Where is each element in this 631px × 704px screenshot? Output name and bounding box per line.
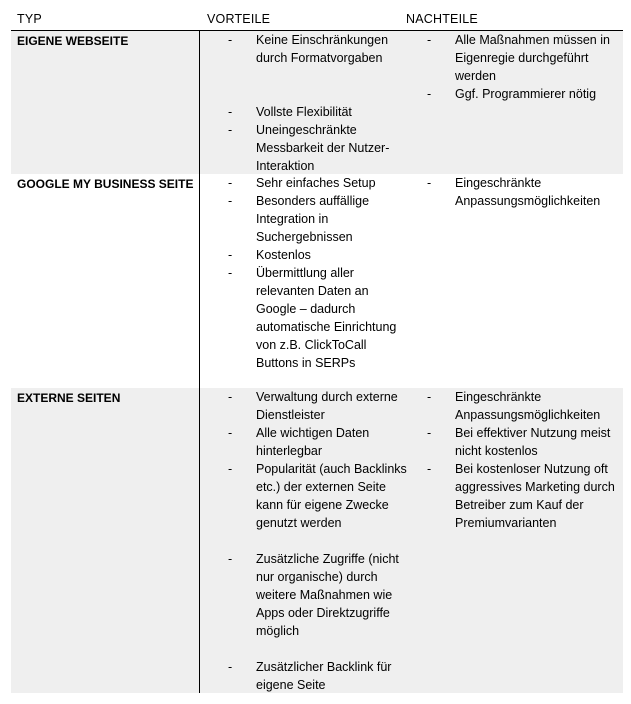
row-type-label: GOOGLE MY BUSINESS SEITE	[17, 177, 194, 191]
list-item: - Vollste Flexibilität	[228, 105, 352, 119]
list-item: - Kostenlos	[228, 248, 311, 262]
list-item: - Zusätzliche Zugriffe (nicht nur organische) durch weitere Maßnahmen wie Apps oder Direktzugriffe möglich	[228, 552, 399, 638]
header-typ: TYP	[17, 12, 42, 26]
vorteile-list	[228, 174, 408, 390]
row-type-label: EXTERNE SEITEN	[17, 391, 121, 405]
list-item: - Uneingeschränkte Messbarkeit der Nutzer-Interaktion	[228, 123, 390, 173]
nachteile-list	[427, 31, 623, 103]
table-row	[11, 31, 623, 174]
table-row	[11, 388, 623, 693]
comparison-table	[11, 10, 623, 693]
nachteile-list	[427, 388, 623, 532]
list-item: - Ggf. Programmierer nötig	[427, 87, 597, 101]
nachteile-list	[427, 174, 623, 210]
table-row	[11, 174, 623, 388]
list-item: - Sehr einfaches Setup	[228, 176, 376, 190]
vorteile-list	[228, 388, 408, 694]
list-item: - Eingeschränkte Anpassungsmöglichkeiten	[427, 390, 601, 422]
list-item: - Keine Einschränkungen durch Formatvorgaben	[228, 33, 389, 65]
row-type-label: EIGENE WEBSEITE	[17, 34, 129, 48]
list-item: - Alle Maßnahmen müssen in Eigenregie durchgeführt werden	[427, 33, 610, 83]
list-item: - Zusätzlicher Backlink für eigene Seite	[228, 660, 392, 692]
list-item: - Besonders auffällige Integration in Suchergebnissen	[228, 194, 370, 244]
vorteile-list	[228, 31, 408, 175]
list-item: - Alle wichtigen Daten hinterlegbar	[228, 426, 370, 458]
list-item: - Bei effektiver Nutzung meist nicht kostenlos	[427, 426, 611, 458]
list-item: - Eingeschränkte Anpassungsmöglichkeiten	[427, 176, 601, 208]
column-divider	[199, 30, 200, 693]
header-vorteile: VORTEILE	[207, 12, 271, 26]
list-item: - Popularität (auch Backlinks etc.) der externen Seite kann für eigene Zwecke genutzt werden	[228, 462, 407, 530]
header-nachteile: NACHTEILE	[406, 12, 478, 26]
list-item: - Bei kostenloser Nutzung oft aggressives Marketing durch Betreiber zum Kauf der Premiumvarianten	[427, 462, 615, 530]
table-header	[11, 10, 623, 31]
list-item: - Übermittlung aller relevanten Daten an Google – dadurch automatische Einrichtung von z.B. ClickToCall Buttons in SERPs	[228, 266, 397, 370]
list-item: - Verwaltung durch externe Dienstleister	[228, 390, 398, 422]
